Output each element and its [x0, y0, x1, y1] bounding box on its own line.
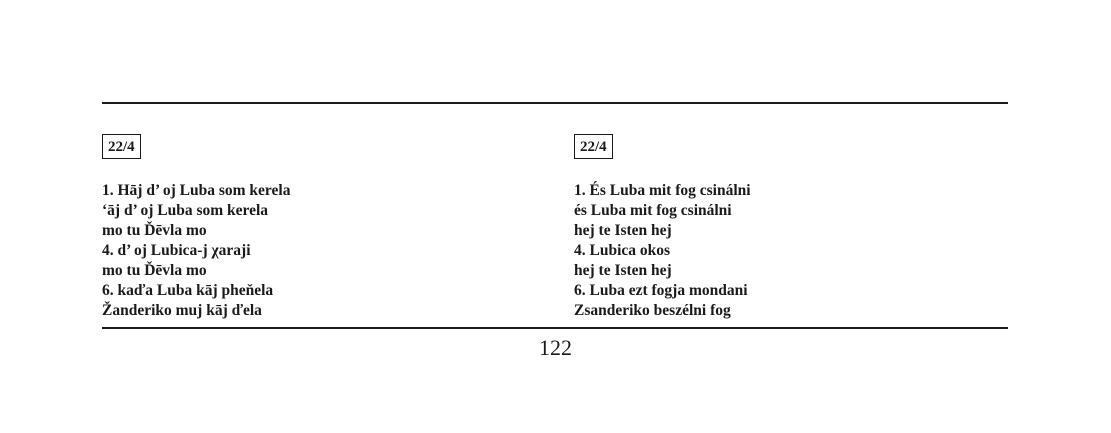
- page-number: 122: [539, 335, 572, 360]
- verse-line: Žanderiko muj kāj ďela: [102, 302, 262, 319]
- hungarian-column: [574, 134, 994, 321]
- verse-line: 4. Lubica okos: [574, 242, 671, 259]
- verse-line: hej te Isten hej: [574, 222, 672, 239]
- verse-line: 1. Hāj d’ oj Luba som kerela: [102, 182, 291, 199]
- verse-line: 4. d’ oj Lubica-j χaraji: [102, 242, 251, 259]
- hungarian-verse-list: [574, 181, 994, 321]
- verse-line: mo tu Ďēvla mo: [102, 222, 207, 239]
- verse-line: 6. Luba ezt fogja mondani: [574, 282, 748, 299]
- verse-line: hej te Isten hej: [574, 262, 672, 279]
- verse-line: 6. kaďa Luba kāj pheňela: [102, 282, 274, 299]
- romani-column: [102, 134, 522, 321]
- song-number-tag: 22/4: [574, 134, 613, 159]
- top-rule: [102, 102, 1008, 104]
- song-number-tag: 22/4: [102, 134, 141, 159]
- verse-line: 1. És Luba mit fog csinálni: [574, 182, 751, 199]
- verse-line: Zsanderiko beszélni fog: [574, 302, 731, 319]
- verse-line: és Luba mit fog csinálni: [574, 202, 732, 219]
- verse-line: ‘āj d’ oj Luba som kerela: [102, 202, 269, 219]
- verse-line: mo tu Ďēvla mo: [102, 262, 207, 279]
- romani-verse-list: [102, 181, 522, 321]
- bottom-rule: [102, 327, 1008, 329]
